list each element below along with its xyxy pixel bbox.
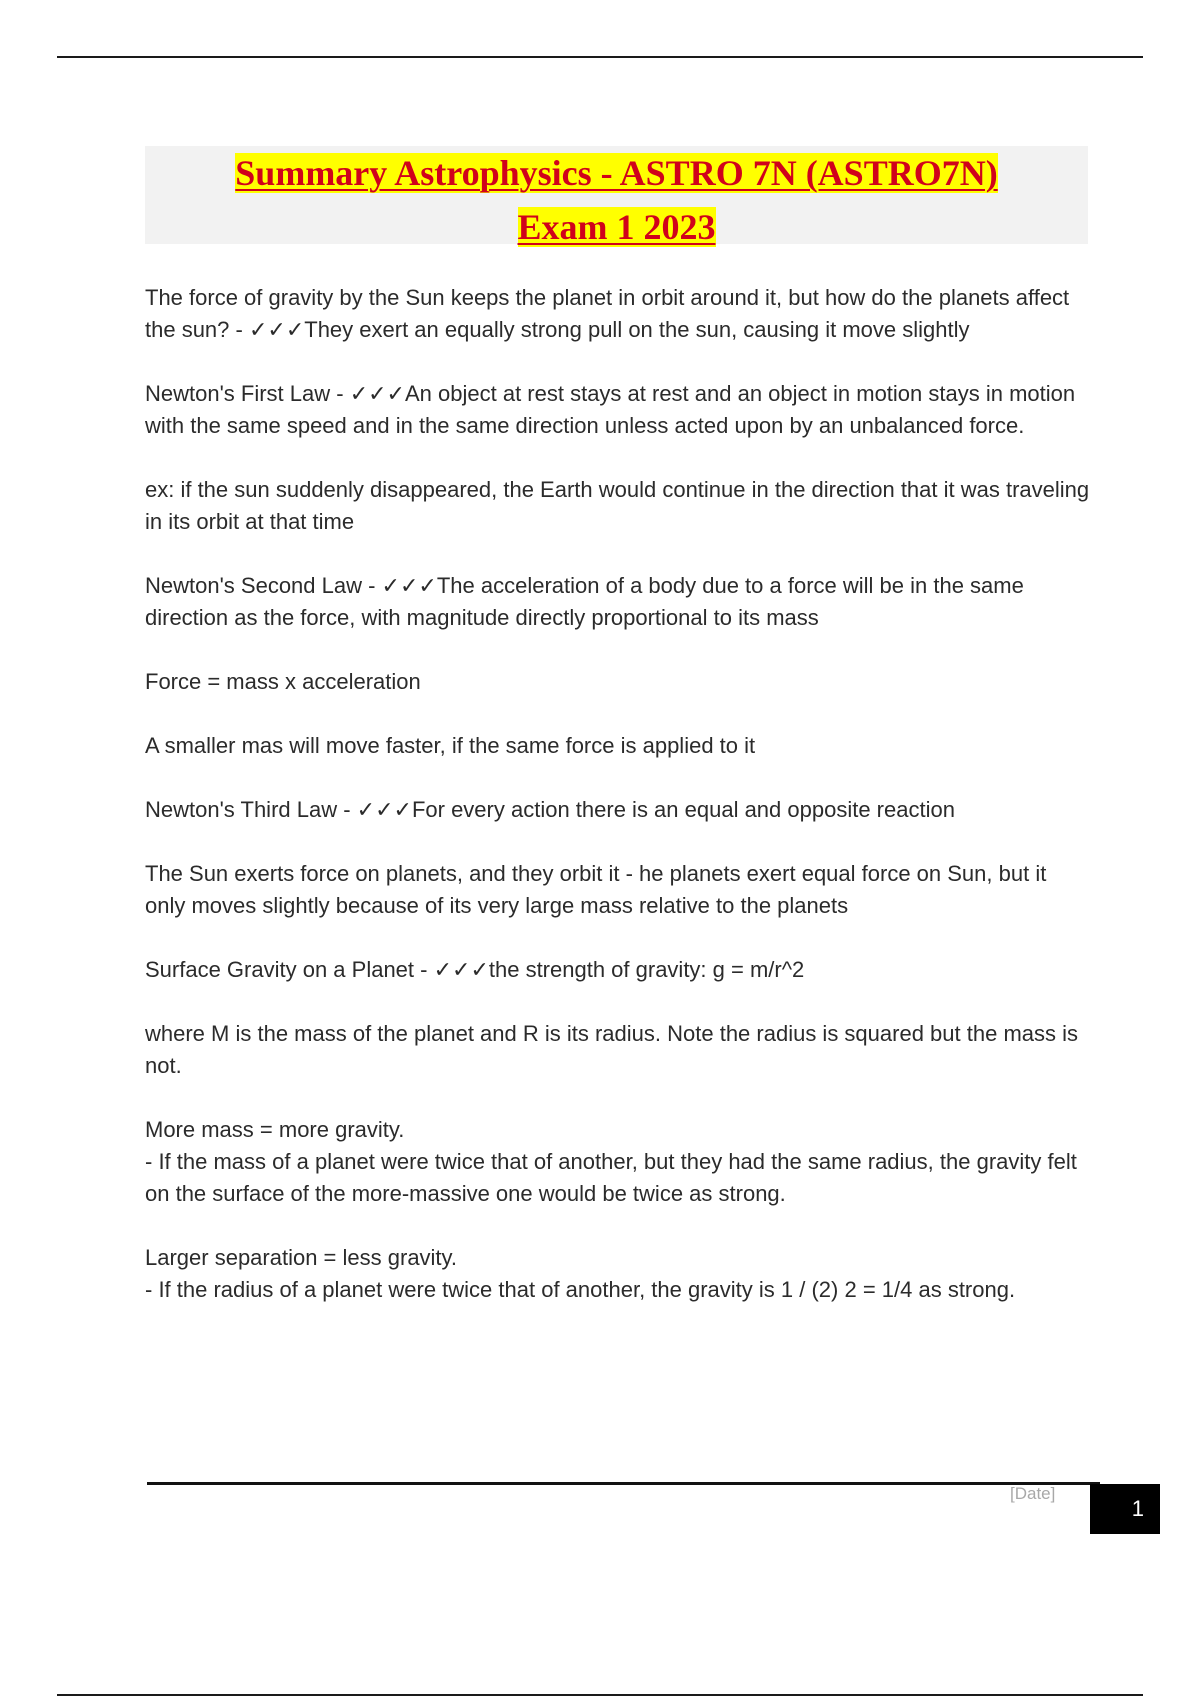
footer-rule	[147, 1482, 1100, 1485]
top-rule	[57, 56, 1143, 58]
document-title	[145, 146, 1088, 247]
page-number: 1	[1090, 1484, 1160, 1534]
paragraph-larger-separation: Larger separation = less gravity. - If the radius of a planet were twice that of another, the gravity is 1 / (2) 2 = 1/4 as strong.	[145, 1245, 1016, 1302]
document-body	[145, 282, 1090, 1338]
title-line-2: Exam 1 2023	[517, 207, 716, 247]
paragraph-sun-force: The Sun exerts force on planets, and they orbit it - he planets exert equal force on Sun, but it only moves slightly because of its very large mass relative to the planets	[145, 861, 1047, 918]
paragraph-third-law: Newton's Third Law - ✓✓✓For every action there is an equal and opposite reaction	[145, 797, 955, 822]
footer-date: [Date]	[1010, 1484, 1056, 1503]
paragraph-first-law-example: ex: if the sun suddenly disappeared, the Earth would continue in the direction that it was traveling in its orbit at that time	[145, 477, 1090, 534]
paragraph-more-mass: More mass = more gravity. - If the mass of a planet were twice that of another, but they had the same radius, the gravity felt on the surface of the more-massive one would be twice as strong.	[145, 1117, 1077, 1206]
paragraph-force-formula: Force = mass x acceleration	[145, 669, 421, 694]
paragraph-gravity-sun: The force of gravity by the Sun keeps the planet in orbit around it, but how do the planets affect the sun? - ✓✓✓They exert an equally strong pull on the sun, causing it move slightly	[145, 285, 1070, 342]
paragraph-first-law: Newton's First Law - ✓✓✓An object at rest stays at rest and an object in motion stays in motion with the same speed and in the same direction unless acted upon by an unbalanced force.	[145, 381, 1076, 438]
paragraph-smaller-mass: A smaller mas will move faster, if the same force is applied to it	[145, 733, 756, 758]
paragraph-mass-radius-note: where M is the mass of the planet and R is its radius. Note the radius is squared but the mass is not.	[145, 1021, 1079, 1078]
title-line-1: Summary Astrophysics - ASTRO 7N (ASTRO7N)	[235, 153, 998, 193]
paragraph-second-law: Newton's Second Law - ✓✓✓The acceleration of a body due to a force will be in the same direction as the force, with magnitude directly proportional to its mass	[145, 573, 1024, 630]
bottom-rule	[57, 1694, 1143, 1696]
paragraph-surface-gravity: Surface Gravity on a Planet - ✓✓✓the strength of gravity: g = m/r^2	[145, 957, 805, 982]
